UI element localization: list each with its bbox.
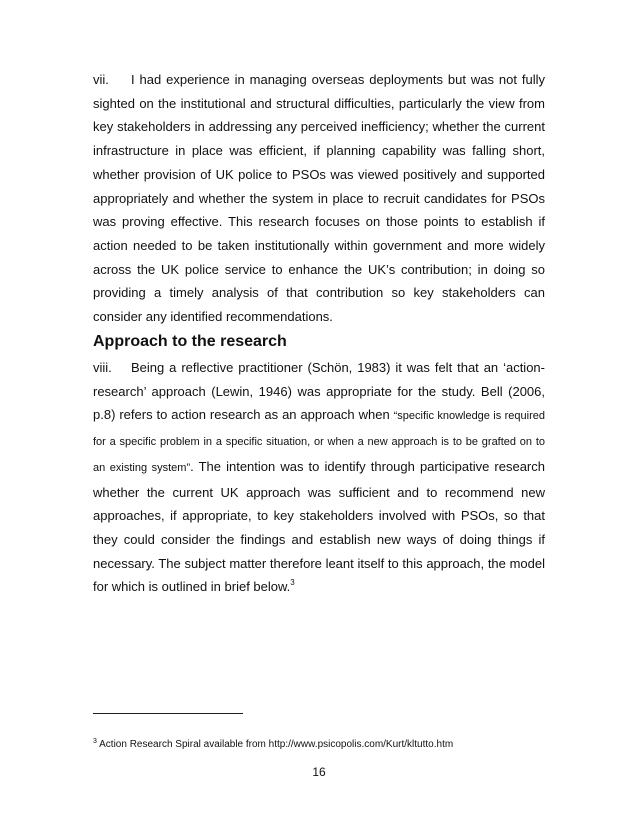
section-heading: Approach to the research	[93, 333, 287, 350]
footnote-text: Action Research Spiral available from http://www.psicopolis.com/Kurt/kltutto.htm	[99, 739, 454, 750]
page-body	[93, 68, 545, 595]
paragraph-number: viii.	[93, 360, 112, 375]
page-number: 16	[312, 765, 326, 779]
footnote-marker: 3	[93, 738, 97, 745]
paragraph-text: I had experience in managing overseas deployments but was not fully sighted on the institutional and structural difficulties, particularly the view from key stakeholders in addressing any perceived inefficiency; whether the current infrastructure in place was efficient, if planning capability was falling short, whether provision of UK police to PSOs was viewed positively and supported appropriately and whether the system in place to recruit candidates for PSOs was proving effective. This research focuses on those points to establish if action needed to be taken institutionally within government and more widely across the UK police service to enhance the UK’s contribution; in doing so providing a timely analysis of that contribution so key stakeholders can consider any identified recommendations.	[93, 72, 545, 325]
footnote-divider	[93, 713, 243, 714]
footnote	[93, 738, 453, 752]
bell-quote: “specific knowledge is required for a specific problem in a specific situation, or when a new approach is to be grafted on to an existing system”	[93, 410, 545, 474]
paragraph-vii	[93, 68, 545, 329]
paragraph-number: vii.	[93, 72, 109, 87]
footnote-reference[interactable]: 3	[290, 578, 295, 588]
paragraph-text-before-quote: Being a reflective practitioner (Schön, 1983) it was felt that an ‘action-research’ approach (Lewin, 1946) was appropriate for the study. Bell (2006, p.8) refers to action research as an approach when	[93, 360, 545, 423]
paragraph-text-after-quote: . The intention was to identify through participative research whether the current UK approach was sufficient and to recommend new approaches, if appropriate, to key stakeholders involved with PSOs, so that they could consider the findings and establish new ways of doing things if necessary. The subject matter therefore leant itself to this approach, the model for which is outlined in brief below.	[93, 458, 545, 595]
paragraph-viii	[93, 356, 545, 599]
